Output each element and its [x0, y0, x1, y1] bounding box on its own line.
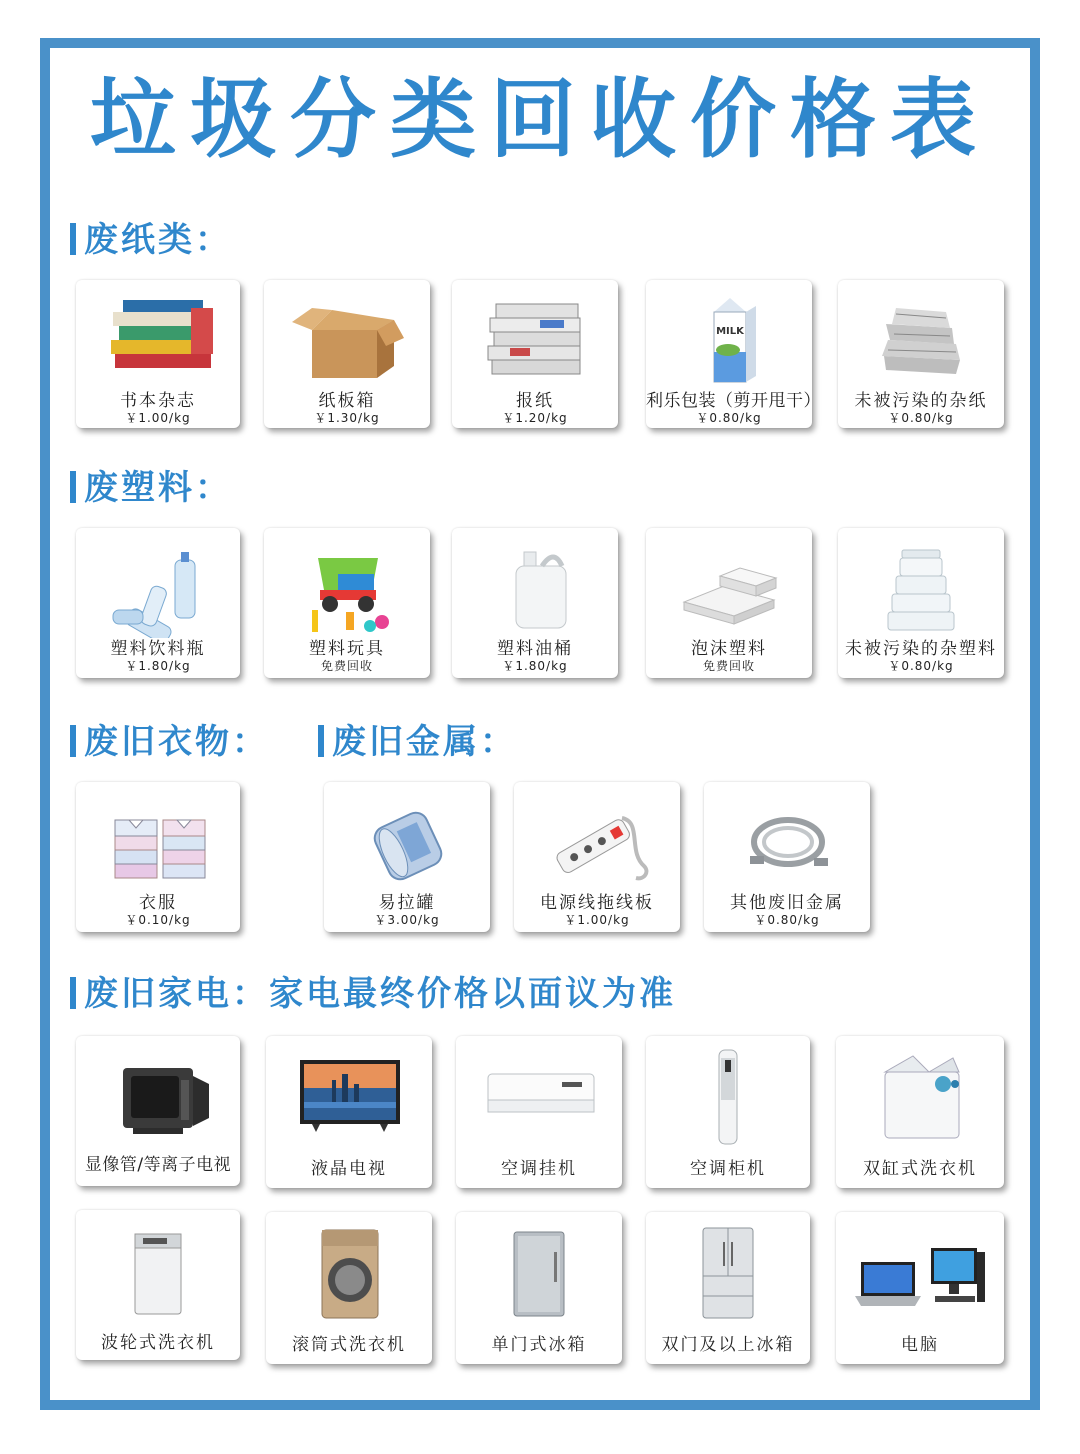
section-heading-clothing-text: 废旧衣物：	[84, 722, 269, 762]
lcd-tv-icon	[284, 1046, 414, 1146]
item-card-computers	[836, 1212, 1004, 1364]
item-card-foam	[646, 528, 812, 678]
heading-bar	[70, 471, 76, 503]
section-heading-metal	[318, 714, 517, 763]
item-price: ￥1.00/kg	[125, 411, 191, 425]
item-price: ￥1.00/kg	[564, 913, 630, 927]
item-card-mixed-paper	[838, 280, 1004, 428]
carton-label: MILK	[716, 326, 744, 337]
newspaper-icon	[470, 290, 600, 390]
item-card-tetra-pak	[646, 280, 821, 428]
heading-bar	[70, 725, 76, 757]
plastic-toys-icon	[282, 538, 412, 638]
books-icon	[93, 290, 223, 390]
item-card-front-load-washer	[266, 1212, 432, 1364]
crushed-can-icon	[342, 792, 472, 892]
section-heading-appliances-text: 废旧家电：家电最终价格以面议为准	[84, 974, 676, 1014]
item-card-oil-jug	[452, 528, 618, 678]
item-name: 衣服	[139, 893, 177, 913]
item-card-crt-tv	[76, 1036, 240, 1186]
item-card-newspaper	[452, 280, 618, 428]
milk-carton-icon	[664, 290, 794, 390]
plastic-bottles-icon	[93, 538, 223, 638]
heading-bar	[70, 977, 76, 1009]
oil-jug-icon	[470, 538, 600, 638]
section-heading-plastic	[70, 460, 232, 509]
item-card-plastic-bottles	[76, 528, 240, 678]
item-price: ￥1.30/kg	[314, 411, 380, 425]
item-card-mixed-plastic	[838, 528, 1004, 678]
item-price: ￥1.80/kg	[125, 659, 191, 673]
item-name: 塑料玩具	[309, 639, 385, 659]
item-name: 塑料油桶	[497, 639, 573, 659]
item-name: 液晶电视	[311, 1159, 387, 1179]
item-card-clothes	[76, 782, 240, 932]
item-name: 利乐包装（剪开甩干）	[646, 391, 821, 411]
single-door-fridge-icon	[474, 1222, 604, 1322]
item-price: ￥0.80/kg	[696, 411, 762, 425]
item-card-plastic-toys	[264, 528, 430, 678]
item-card-other-metal	[704, 782, 870, 932]
crt-tv-icon	[93, 1046, 223, 1146]
foam-block-icon	[664, 538, 794, 638]
item-name: 空调柜机	[690, 1159, 766, 1179]
item-name: 未被污染的杂塑料	[845, 639, 997, 659]
item-price: 免费回收	[320, 659, 373, 673]
item-card-tower-ac	[646, 1036, 810, 1188]
cardboard-box-icon	[282, 290, 412, 390]
heading-bar	[70, 223, 76, 255]
item-card-cardboard	[264, 280, 430, 428]
power-strip-icon	[532, 792, 662, 892]
item-card-lcd-tv	[266, 1036, 432, 1188]
paper-pile-icon	[856, 290, 986, 390]
item-name: 塑料饮料瓶	[110, 639, 206, 659]
top-load-washer-icon	[93, 1220, 223, 1320]
folded-shirts-icon	[93, 792, 223, 892]
item-card-twin-tub-washer	[836, 1036, 1004, 1188]
item-price: ￥3.00/kg	[374, 913, 440, 927]
item-name: 易拉罐	[378, 893, 436, 913]
tower-ac-icon	[663, 1046, 793, 1146]
page-title: 垃圾分类回收价格表	[90, 70, 990, 170]
french-door-fridge-icon	[663, 1222, 793, 1322]
item-price: ￥0.10/kg	[125, 913, 191, 927]
item-card-top-load-washer	[76, 1210, 240, 1360]
item-name: 滚筒式洗衣机	[292, 1335, 406, 1355]
item-card-cans	[324, 782, 490, 932]
item-name: 单门式冰箱	[491, 1335, 587, 1355]
section-heading-paper	[70, 212, 232, 261]
item-price: ￥0.80/kg	[888, 659, 954, 673]
item-name: 波轮式洗衣机	[101, 1333, 215, 1353]
item-price: ￥1.20/kg	[502, 411, 568, 425]
section-heading-clothing	[70, 714, 269, 763]
item-card-single-door-fridge	[456, 1212, 622, 1364]
item-price: ￥0.80/kg	[754, 913, 820, 927]
item-name: 报纸	[516, 391, 554, 411]
item-name: 电脑	[901, 1335, 939, 1355]
item-name: 其他废旧金属	[730, 893, 844, 913]
computers-icon	[855, 1222, 985, 1322]
item-card-power-strip	[514, 782, 680, 932]
item-name: 未被污染的杂纸	[854, 391, 988, 411]
section-heading-appliances	[70, 966, 676, 1015]
section-heading-metal-text: 废旧金属：	[332, 722, 517, 762]
item-price: ￥0.80/kg	[888, 411, 954, 425]
item-name: 电源线拖线板	[540, 893, 654, 913]
item-card-french-door-fridge	[646, 1212, 810, 1364]
heading-bar	[318, 725, 324, 757]
item-name: 书本杂志	[120, 391, 196, 411]
front-load-washer-icon	[284, 1222, 414, 1322]
item-price: 免费回收	[702, 659, 755, 673]
item-name: 双缸式洗衣机	[863, 1159, 977, 1179]
item-card-books	[76, 280, 240, 428]
item-card-wall-ac	[456, 1036, 622, 1188]
twin-tub-washer-icon	[855, 1046, 985, 1146]
item-name: 显像管/等离子电视	[84, 1155, 232, 1175]
item-name: 双门及以上冰箱	[661, 1335, 795, 1355]
section-heading-paper-text: 废纸类：	[84, 220, 232, 260]
item-price: ￥1.80/kg	[502, 659, 568, 673]
item-name: 泡沫塑料	[691, 639, 767, 659]
item-name: 纸板箱	[318, 391, 376, 411]
metal-hose-icon	[722, 792, 852, 892]
wall-ac-icon	[474, 1046, 604, 1146]
item-name: 空调挂机	[501, 1159, 577, 1179]
section-heading-plastic-text: 废塑料：	[84, 468, 232, 508]
plastic-containers-icon	[856, 538, 986, 638]
